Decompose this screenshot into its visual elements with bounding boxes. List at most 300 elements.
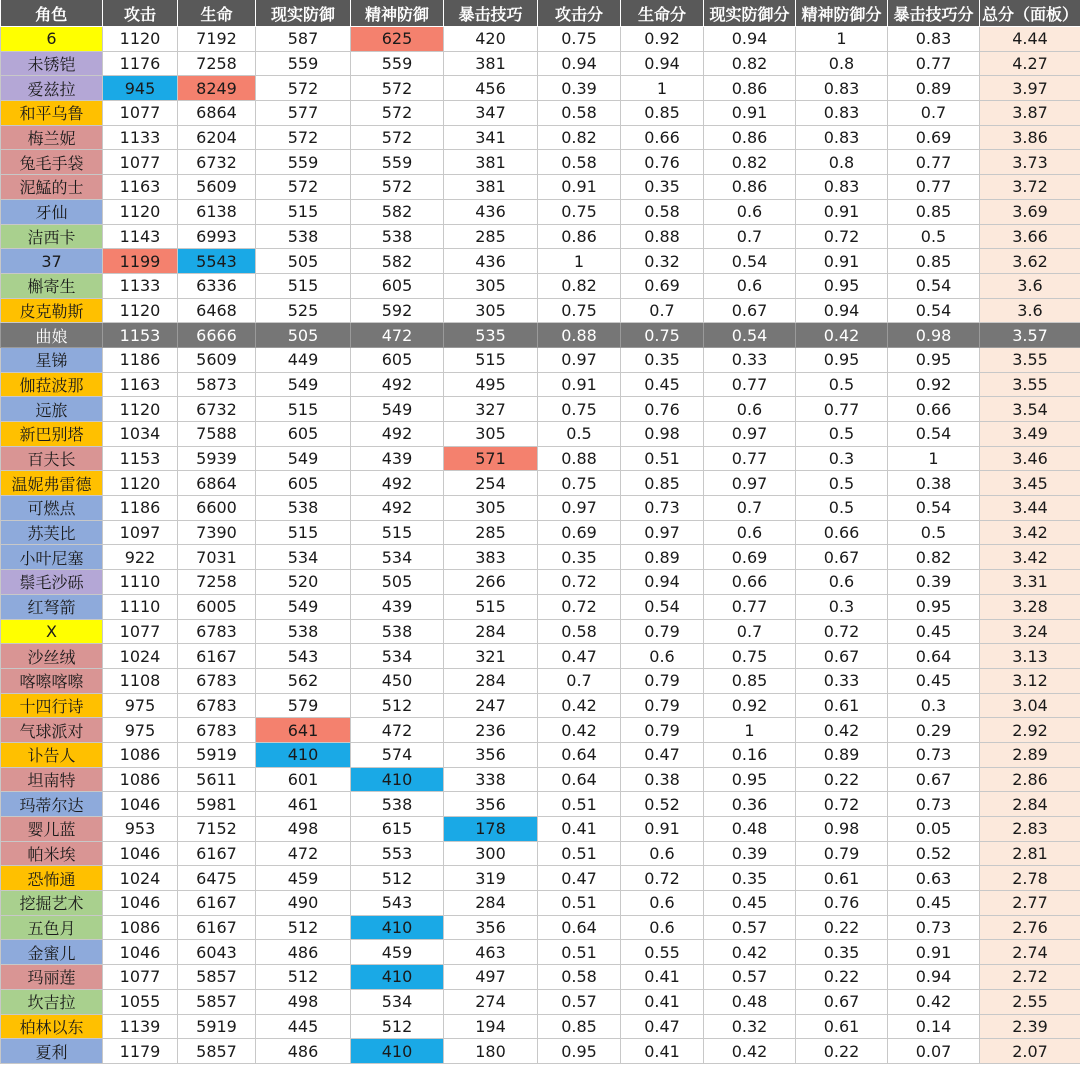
character-name-cell: 小叶尼塞	[1, 545, 103, 570]
hp-score-cell: 0.6	[621, 644, 704, 669]
character-name-cell: 爱兹拉	[1, 76, 103, 101]
crit-score-cell: 0.69	[888, 125, 980, 150]
hp-cell: 6167	[178, 891, 256, 916]
hp-cell: 8249	[178, 76, 256, 101]
total-score-cell: 3.6	[980, 273, 1080, 298]
hp-cell: 6783	[178, 693, 256, 718]
character-name-cell: 温妮弗雷德	[1, 471, 103, 496]
crit-tech-cell: 497	[444, 965, 538, 990]
table-row	[1, 594, 1080, 619]
mental-def-cell: 512	[351, 1014, 444, 1039]
mental-def-score-cell: 0.66	[796, 520, 888, 545]
reality-def-score-cell: 0.82	[704, 51, 796, 76]
hp-cell: 6666	[178, 323, 256, 348]
attack-score-cell: 0.95	[538, 1039, 621, 1064]
reality-def-cell: 549	[256, 372, 351, 397]
mental-def-cell: 605	[351, 347, 444, 372]
table-row	[1, 767, 1080, 792]
mental-def-score-cell: 0.6	[796, 570, 888, 595]
mental-def-score-cell: 0.83	[796, 175, 888, 200]
reality-def-score-cell: 0.69	[704, 545, 796, 570]
reality-def-score-cell: 0.6	[704, 520, 796, 545]
reality-def-cell: 572	[256, 175, 351, 200]
attack-cell: 1143	[103, 224, 178, 249]
attack-score-cell: 0.42	[538, 693, 621, 718]
table-row	[1, 101, 1080, 126]
total-score-cell: 3.54	[980, 397, 1080, 422]
attack-cell: 1046	[103, 891, 178, 916]
crit-tech-cell: 383	[444, 545, 538, 570]
character-name-cell: 玛丽莲	[1, 965, 103, 990]
table-row	[1, 891, 1080, 916]
attack-score-cell: 0.64	[538, 742, 621, 767]
crit-tech-cell: 515	[444, 594, 538, 619]
hp-cell: 5939	[178, 446, 256, 471]
total-score-cell: 4.44	[980, 27, 1080, 52]
total-score-cell: 2.89	[980, 742, 1080, 767]
crit-score-cell: 0.05	[888, 817, 980, 842]
attack-cell: 1046	[103, 792, 178, 817]
reality-def-cell: 490	[256, 891, 351, 916]
mental-def-cell: 492	[351, 471, 444, 496]
table-row	[1, 940, 1080, 965]
reality-def-score-cell: 0.54	[704, 323, 796, 348]
total-score-cell: 3.49	[980, 422, 1080, 447]
reality-def-cell: 525	[256, 298, 351, 323]
mental-def-cell: 543	[351, 891, 444, 916]
total-score-cell: 2.77	[980, 891, 1080, 916]
reality-def-cell: 498	[256, 989, 351, 1014]
reality-def-score-cell: 0.92	[704, 693, 796, 718]
attack-cell: 1024	[103, 866, 178, 891]
attack-score-cell: 0.69	[538, 520, 621, 545]
reality-def-score-cell: 0.91	[704, 101, 796, 126]
mental-def-score-cell: 0.67	[796, 545, 888, 570]
attack-cell: 922	[103, 545, 178, 570]
mental-def-cell: 559	[351, 150, 444, 175]
reality-def-score-cell: 0.6	[704, 397, 796, 422]
hp-score-cell: 1	[621, 76, 704, 101]
attack-score-cell: 0.97	[538, 347, 621, 372]
mental-def-score-cell: 0.67	[796, 989, 888, 1014]
header-total-score: 总分（面板）	[980, 0, 1080, 27]
character-name-cell: 未锈铠	[1, 51, 103, 76]
mental-def-cell: 538	[351, 792, 444, 817]
attack-cell: 1176	[103, 51, 178, 76]
mental-def-cell: 410	[351, 767, 444, 792]
attack-cell: 1046	[103, 841, 178, 866]
mental-def-cell: 505	[351, 570, 444, 595]
crit-tech-cell: 356	[444, 792, 538, 817]
attack-cell: 1120	[103, 471, 178, 496]
hp-score-cell: 0.94	[621, 51, 704, 76]
attack-cell: 1199	[103, 249, 178, 274]
table-row	[1, 446, 1080, 471]
hp-score-cell: 0.69	[621, 273, 704, 298]
attack-score-cell: 0.51	[538, 792, 621, 817]
crit-score-cell: 0.73	[888, 915, 980, 940]
hp-score-cell: 0.94	[621, 570, 704, 595]
hp-cell: 5543	[178, 249, 256, 274]
crit-tech-cell: 300	[444, 841, 538, 866]
character-name-cell: 槲寄生	[1, 273, 103, 298]
attack-score-cell: 0.88	[538, 323, 621, 348]
header-name: 角色	[1, 0, 103, 27]
reality-def-cell: 538	[256, 496, 351, 521]
crit-tech-cell: 515	[444, 347, 538, 372]
mental-def-score-cell: 0.83	[796, 125, 888, 150]
attack-cell: 1077	[103, 101, 178, 126]
hp-score-cell: 0.6	[621, 841, 704, 866]
crit-score-cell: 0.5	[888, 224, 980, 249]
reality-def-cell: 549	[256, 446, 351, 471]
table-row	[1, 1039, 1080, 1064]
attack-cell: 1120	[103, 199, 178, 224]
character-name-cell: 梅兰妮	[1, 125, 103, 150]
character-name-cell: 兔毛手袋	[1, 150, 103, 175]
hp-score-cell: 0.89	[621, 545, 704, 570]
attack-score-cell: 0.5	[538, 422, 621, 447]
crit-score-cell: 0.54	[888, 298, 980, 323]
hp-cell: 7390	[178, 520, 256, 545]
attack-cell: 1120	[103, 27, 178, 52]
reality-def-cell: 605	[256, 471, 351, 496]
reality-def-cell: 505	[256, 323, 351, 348]
hp-score-cell: 0.41	[621, 1039, 704, 1064]
reality-def-score-cell: 0.86	[704, 76, 796, 101]
attack-cell: 1163	[103, 372, 178, 397]
reality-def-cell: 549	[256, 594, 351, 619]
crit-tech-cell: 456	[444, 76, 538, 101]
attack-cell: 1097	[103, 520, 178, 545]
reality-def-score-cell: 0.97	[704, 422, 796, 447]
character-name-cell: 和平乌鲁	[1, 101, 103, 126]
character-name-cell: 婴儿蓝	[1, 817, 103, 842]
reality-def-cell: 515	[256, 397, 351, 422]
hp-cell: 5919	[178, 1014, 256, 1039]
crit-score-cell: 0.77	[888, 51, 980, 76]
reality-def-score-cell: 0.45	[704, 891, 796, 916]
hp-score-cell: 0.58	[621, 199, 704, 224]
character-name-cell: 百夫长	[1, 446, 103, 471]
attack-cell: 1163	[103, 175, 178, 200]
crit-score-cell: 0.82	[888, 545, 980, 570]
mental-def-cell: 439	[351, 446, 444, 471]
attack-cell: 1086	[103, 915, 178, 940]
attack-cell: 1186	[103, 347, 178, 372]
total-score-cell: 3.28	[980, 594, 1080, 619]
total-score-cell: 3.46	[980, 446, 1080, 471]
crit-tech-cell: 356	[444, 742, 538, 767]
hp-score-cell: 0.7	[621, 298, 704, 323]
crit-score-cell: 0.54	[888, 273, 980, 298]
reality-def-score-cell: 0.7	[704, 619, 796, 644]
attack-score-cell: 0.91	[538, 372, 621, 397]
table-row	[1, 372, 1080, 397]
reality-def-cell: 505	[256, 249, 351, 274]
reality-def-score-cell: 0.48	[704, 989, 796, 1014]
crit-tech-cell: 319	[444, 866, 538, 891]
crit-tech-cell: 266	[444, 570, 538, 595]
character-name-cell: 苏芙比	[1, 520, 103, 545]
mental-def-cell: 515	[351, 520, 444, 545]
crit-tech-cell: 381	[444, 175, 538, 200]
attack-cell: 1120	[103, 298, 178, 323]
attack-cell: 1110	[103, 570, 178, 595]
mental-def-cell: 534	[351, 644, 444, 669]
hp-score-cell: 0.45	[621, 372, 704, 397]
character-name-cell: 可燃点	[1, 496, 103, 521]
attack-cell: 1108	[103, 668, 178, 693]
crit-tech-cell: 285	[444, 224, 538, 249]
attack-cell: 1120	[103, 397, 178, 422]
table-row	[1, 742, 1080, 767]
attack-score-cell: 1	[538, 249, 621, 274]
mental-def-score-cell: 0.5	[796, 496, 888, 521]
reality-def-score-cell: 0.35	[704, 866, 796, 891]
attack-score-cell: 0.51	[538, 940, 621, 965]
hp-cell: 6783	[178, 718, 256, 743]
table-row	[1, 27, 1080, 52]
crit-score-cell: 0.7	[888, 101, 980, 126]
attack-score-cell: 0.47	[538, 644, 621, 669]
character-name-cell: 恐怖通	[1, 866, 103, 891]
attack-score-cell: 0.82	[538, 125, 621, 150]
crit-tech-cell: 341	[444, 125, 538, 150]
attack-score-cell: 0.57	[538, 989, 621, 1014]
crit-score-cell: 0.91	[888, 940, 980, 965]
header-hp: 生命	[178, 0, 256, 27]
hp-score-cell: 0.75	[621, 323, 704, 348]
hp-cell: 5981	[178, 792, 256, 817]
header-reality-def-score: 现实防御分	[704, 0, 796, 27]
hp-cell: 6993	[178, 224, 256, 249]
mental-def-cell: 534	[351, 545, 444, 570]
character-name-cell: 挖掘艺术	[1, 891, 103, 916]
hp-score-cell: 0.85	[621, 101, 704, 126]
crit-score-cell: 0.94	[888, 965, 980, 990]
crit-tech-cell: 305	[444, 422, 538, 447]
attack-cell: 1153	[103, 323, 178, 348]
mental-def-cell: 572	[351, 125, 444, 150]
attack-score-cell: 0.58	[538, 965, 621, 990]
table-row	[1, 273, 1080, 298]
attack-score-cell: 0.7	[538, 668, 621, 693]
mental-def-score-cell: 0.22	[796, 965, 888, 990]
mental-def-cell: 472	[351, 323, 444, 348]
total-score-cell: 3.04	[980, 693, 1080, 718]
total-score-cell: 3.24	[980, 619, 1080, 644]
mental-def-score-cell: 0.3	[796, 446, 888, 471]
reality-def-cell: 486	[256, 940, 351, 965]
mental-def-cell: 538	[351, 224, 444, 249]
mental-def-cell: 534	[351, 989, 444, 1014]
mental-def-score-cell: 0.22	[796, 767, 888, 792]
crit-tech-cell: 571	[444, 446, 538, 471]
total-score-cell: 2.86	[980, 767, 1080, 792]
hp-score-cell: 0.91	[621, 817, 704, 842]
hp-cell: 6783	[178, 668, 256, 693]
table-row	[1, 76, 1080, 101]
mental-def-cell: 615	[351, 817, 444, 842]
mental-def-cell: 410	[351, 915, 444, 940]
reality-def-cell: 520	[256, 570, 351, 595]
hp-cell: 7588	[178, 422, 256, 447]
total-score-cell: 3.13	[980, 644, 1080, 669]
reality-def-score-cell: 0.36	[704, 792, 796, 817]
mental-def-score-cell: 0.42	[796, 323, 888, 348]
attack-cell: 975	[103, 718, 178, 743]
reality-def-cell: 498	[256, 817, 351, 842]
character-name-cell: 伽菈波那	[1, 372, 103, 397]
mental-def-score-cell: 0.72	[796, 792, 888, 817]
crit-score-cell: 0.73	[888, 792, 980, 817]
crit-score-cell: 0.83	[888, 27, 980, 52]
mental-def-cell: 572	[351, 76, 444, 101]
reality-def-cell: 486	[256, 1039, 351, 1064]
character-name-cell: 气球派对	[1, 718, 103, 743]
character-name-cell: 金蜜儿	[1, 940, 103, 965]
reality-def-score-cell: 0.16	[704, 742, 796, 767]
attack-score-cell: 0.86	[538, 224, 621, 249]
hp-score-cell: 0.51	[621, 446, 704, 471]
total-score-cell: 2.07	[980, 1039, 1080, 1064]
hp-score-cell: 0.6	[621, 891, 704, 916]
crit-tech-cell: 495	[444, 372, 538, 397]
hp-score-cell: 0.79	[621, 718, 704, 743]
crit-score-cell: 0.45	[888, 668, 980, 693]
character-name-cell: 皮克勒斯	[1, 298, 103, 323]
table-row	[1, 150, 1080, 175]
mental-def-score-cell: 0.72	[796, 619, 888, 644]
mental-def-cell: 492	[351, 372, 444, 397]
hp-cell: 6732	[178, 397, 256, 422]
hp-cell: 6138	[178, 199, 256, 224]
attack-cell: 1077	[103, 965, 178, 990]
table-row	[1, 570, 1080, 595]
hp-score-cell: 0.79	[621, 668, 704, 693]
table-row	[1, 347, 1080, 372]
mental-def-cell: 492	[351, 422, 444, 447]
reality-def-cell: 572	[256, 125, 351, 150]
crit-tech-cell: 194	[444, 1014, 538, 1039]
table-row	[1, 989, 1080, 1014]
reality-def-score-cell: 0.7	[704, 496, 796, 521]
attack-score-cell: 0.72	[538, 570, 621, 595]
crit-score-cell: 0.54	[888, 422, 980, 447]
reality-def-cell: 559	[256, 150, 351, 175]
reality-def-cell: 601	[256, 767, 351, 792]
crit-tech-cell: 178	[444, 817, 538, 842]
mental-def-score-cell: 1	[796, 27, 888, 52]
mental-def-cell: 512	[351, 693, 444, 718]
attack-cell: 1086	[103, 742, 178, 767]
crit-score-cell: 0.92	[888, 372, 980, 397]
mental-def-score-cell: 0.22	[796, 1039, 888, 1064]
character-name-cell: 6	[1, 27, 103, 52]
table-row	[1, 644, 1080, 669]
reality-def-score-cell: 0.67	[704, 298, 796, 323]
hp-score-cell: 0.54	[621, 594, 704, 619]
character-name-cell: 坎吉拉	[1, 989, 103, 1014]
reality-def-cell: 559	[256, 51, 351, 76]
total-score-cell: 3.72	[980, 175, 1080, 200]
mental-def-cell: 549	[351, 397, 444, 422]
hp-cell: 6864	[178, 471, 256, 496]
table-row	[1, 718, 1080, 743]
crit-score-cell: 0.39	[888, 570, 980, 595]
mental-def-score-cell: 0.5	[796, 422, 888, 447]
mental-def-score-cell: 0.91	[796, 249, 888, 274]
mental-def-score-cell: 0.94	[796, 298, 888, 323]
hp-cell: 5873	[178, 372, 256, 397]
table-row	[1, 817, 1080, 842]
header-row	[1, 0, 1080, 27]
table-body	[1, 27, 1080, 1064]
crit-tech-cell: 338	[444, 767, 538, 792]
attack-cell: 1024	[103, 644, 178, 669]
attack-score-cell: 0.85	[538, 1014, 621, 1039]
hp-cell: 5611	[178, 767, 256, 792]
crit-tech-cell: 247	[444, 693, 538, 718]
hp-score-cell: 0.76	[621, 397, 704, 422]
hp-cell: 5609	[178, 347, 256, 372]
header-mental-def: 精神防御	[351, 0, 444, 27]
hp-score-cell: 0.76	[621, 150, 704, 175]
reality-def-score-cell: 0.85	[704, 668, 796, 693]
crit-tech-cell: 236	[444, 718, 538, 743]
attack-cell: 1086	[103, 767, 178, 792]
reality-def-score-cell: 0.42	[704, 1039, 796, 1064]
table-row	[1, 965, 1080, 990]
crit-score-cell: 0.66	[888, 397, 980, 422]
attack-cell: 1077	[103, 619, 178, 644]
mental-def-score-cell: 0.91	[796, 199, 888, 224]
total-score-cell: 3.6	[980, 298, 1080, 323]
crit-tech-cell: 420	[444, 27, 538, 52]
crit-tech-cell: 436	[444, 249, 538, 274]
total-score-cell: 4.27	[980, 51, 1080, 76]
reality-def-score-cell: 0.86	[704, 125, 796, 150]
reality-def-score-cell: 0.77	[704, 446, 796, 471]
attack-cell: 1133	[103, 273, 178, 298]
character-name-cell: 红弩箭	[1, 594, 103, 619]
table-row	[1, 866, 1080, 891]
table-row	[1, 323, 1080, 348]
attack-score-cell: 0.88	[538, 446, 621, 471]
attack-score-cell: 0.41	[538, 817, 621, 842]
character-name-cell: 新巴别塔	[1, 422, 103, 447]
total-score-cell: 2.92	[980, 718, 1080, 743]
attack-score-cell: 0.75	[538, 27, 621, 52]
hp-cell: 6043	[178, 940, 256, 965]
reality-def-cell: 562	[256, 668, 351, 693]
attack-score-cell: 0.82	[538, 273, 621, 298]
character-name-cell: 鬃毛沙砾	[1, 570, 103, 595]
character-name-cell: 十四行诗	[1, 693, 103, 718]
total-score-cell: 3.55	[980, 347, 1080, 372]
table-row	[1, 298, 1080, 323]
mental-def-score-cell: 0.5	[796, 471, 888, 496]
mental-def-cell: 592	[351, 298, 444, 323]
reality-def-cell: 641	[256, 718, 351, 743]
hp-score-cell: 0.38	[621, 767, 704, 792]
reality-def-cell: 515	[256, 520, 351, 545]
hp-score-cell: 0.35	[621, 175, 704, 200]
table-row	[1, 496, 1080, 521]
table-row	[1, 249, 1080, 274]
reality-def-cell: 538	[256, 619, 351, 644]
